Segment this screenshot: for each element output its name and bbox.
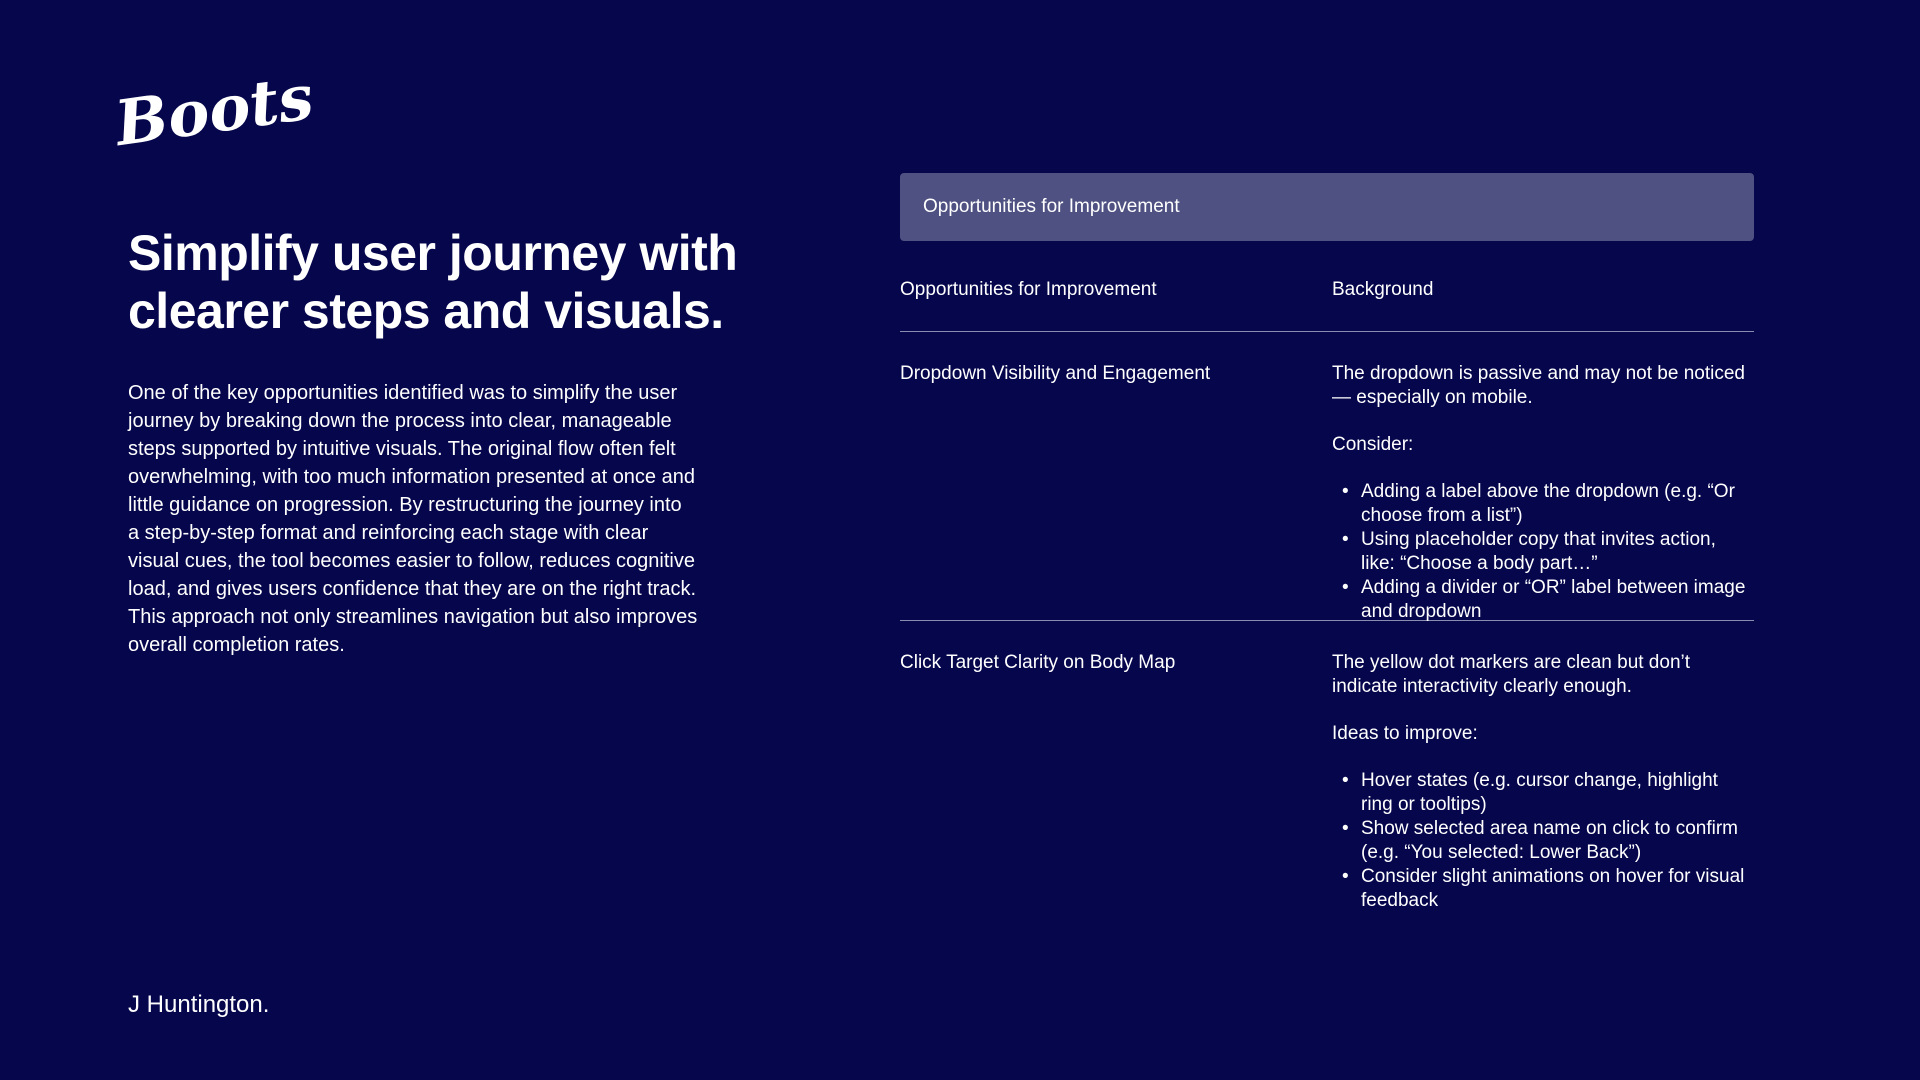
- row-title: Dropdown Visibility and Engagement: [900, 363, 1211, 384]
- row-background: [1332, 362, 1754, 620]
- row-lead: Consider:: [1332, 434, 1414, 455]
- table-row: [900, 332, 1754, 621]
- row-intro: The dropdown is passive and may not be noticed — especially on mobile.: [1332, 363, 1745, 408]
- row-title: Click Target Clarity on Body Map: [900, 652, 1176, 673]
- row-background: [1332, 651, 1754, 913]
- row-bullet-list: [1332, 769, 1754, 913]
- list-item: • Using placeholder copy that invites action, like: “Choose a body part…”: [1361, 528, 1754, 576]
- column-header-opportunities: Opportunities for Improvement: [900, 279, 1157, 300]
- list-item: • Adding a divider or “OR” label between image and dropdown: [1361, 576, 1754, 624]
- page-headline: Simplify user journey with clearer steps and visuals.: [128, 225, 738, 339]
- boots-logo: [110, 60, 318, 161]
- list-item: • Hover states (e.g. cursor change, highlight ring or tooltips): [1361, 769, 1754, 817]
- table-column-headers: [900, 279, 1754, 332]
- column-header-background: Background: [1332, 279, 1434, 300]
- author-signature: J Huntington.: [128, 991, 270, 1018]
- list-item: • Show selected area name on click to confirm (e.g. “You selected: Lower Back”): [1361, 817, 1754, 865]
- list-item: • Adding a label above the dropdown (e.g. “Or choose from a list”): [1361, 480, 1754, 528]
- opportunities-table: [900, 173, 1754, 913]
- row-lead: Ideas to improve:: [1332, 723, 1478, 744]
- body-paragraph: One of the key opportunities identified was to simplify the user journey by breaking down the process into clear, manageable steps supported by intuitive visuals. The original flow often felt overwhelming, with too much information presented at once and little guidance on progression. By restructuring the journey into a step-by-step format and reinforcing each stage with clear visual cues, the tool becomes easier to follow, reduces cognitive load, and gives users confidence that they are on the right track. This approach not only streamlines navigation but also improves overall completion rates.: [128, 382, 698, 656]
- table-row: [900, 621, 1754, 913]
- list-item: • Consider slight animations on hover for visual feedback: [1361, 865, 1754, 913]
- svg-text:Boots: Boots: [110, 60, 318, 161]
- table-header-title: Opportunities for Improvement: [923, 196, 1180, 217]
- table-header-bar: [900, 173, 1754, 241]
- row-bullet-list: [1332, 480, 1754, 624]
- row-intro: The yellow dot markers are clean but don’t indicate interactivity clearly enough.: [1332, 652, 1691, 697]
